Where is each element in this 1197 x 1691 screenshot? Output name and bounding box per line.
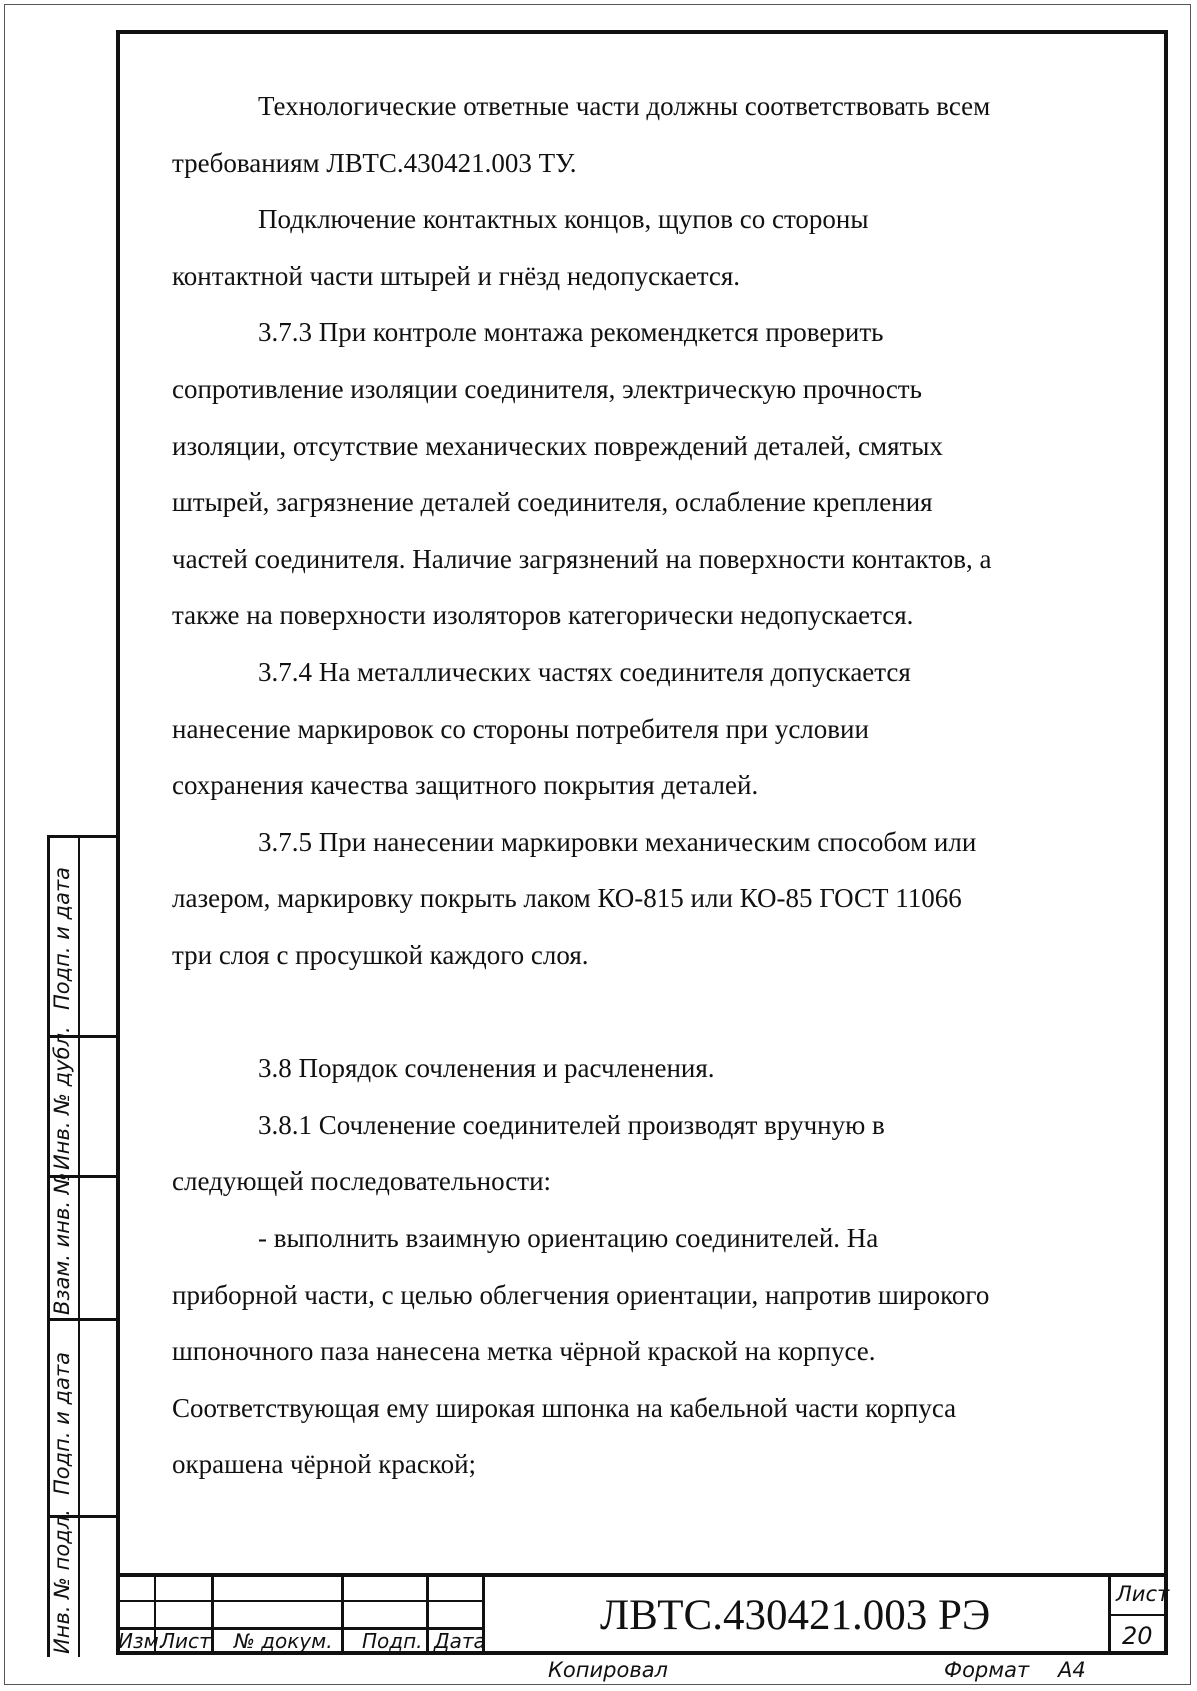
- footer-format-label: Формат: [944, 1658, 1030, 1682]
- title-block-top-border: [116, 1573, 1168, 1577]
- body-line: изоляции, отсутствие механических повреждений деталей, смятых: [172, 431, 943, 461]
- body-line: 3.7.4 На металлических частях соединителя допускается: [258, 657, 911, 687]
- document-code: ЛВТС.430421.003 РЭ: [600, 1592, 991, 1639]
- title-block-col-line: [211, 1573, 214, 1655]
- sheet-cell-divider: [1110, 1614, 1168, 1616]
- side-stamp-label-sign-date-2: Подп. и дата: [50, 1351, 74, 1495]
- body-line: лазером, маркировку покрыть лаком КО-815 или КО-85 ГОСТ 11066: [172, 883, 962, 913]
- body-line: требованиям ЛВТС.430421.003 ТУ.: [172, 148, 577, 178]
- body-line: - выполнить взаимную ориентацию соединителей. На: [258, 1223, 879, 1253]
- body-line: сопротивление изоляции соединителя, электрическую прочность: [172, 374, 922, 404]
- side-stamp-top-border: [47, 835, 119, 838]
- body-line: 3.7.5 При нанесении маркировки механическим способом или: [258, 827, 977, 857]
- side-stamp-label-sign-date-1: Подп. и дата: [50, 866, 74, 1010]
- body-line: Технологические ответные части должны соответствовать всем: [258, 91, 991, 121]
- side-stamp-label-dup-inv: Инв. № дубл.: [50, 1026, 74, 1170]
- body-line: следующей последовательности:: [172, 1166, 552, 1196]
- col-label-sheet: Лист: [160, 1629, 211, 1653]
- side-stamp-label-orig-inv: Инв. № подл.: [50, 1509, 74, 1654]
- body-line: Соответствующая ему широкая шпонка на кабельной части корпуса: [172, 1393, 957, 1423]
- col-label-date: Дата: [434, 1629, 486, 1653]
- title-block-col-line: [341, 1573, 344, 1655]
- body-line: 3.8.1 Сочленение соединителей производят вручную в: [258, 1110, 885, 1140]
- side-stamp-row-line: [47, 1318, 119, 1321]
- footer-format-value: А4: [1058, 1658, 1086, 1682]
- body-line: штырей, загрязнение деталей соединителя, ослабление крепления: [172, 487, 933, 517]
- body-line: нанесение маркировок со стороны потребителя при условии: [172, 714, 869, 744]
- side-stamp-divider: [78, 835, 80, 1657]
- body-line: Подключение контактных концов, щупов со стороны: [258, 204, 869, 234]
- body-line: приборной части, с целью облегчения ориентации, напротив широкого: [172, 1280, 990, 1310]
- footer-copied: Копировал: [548, 1658, 668, 1682]
- body-line: частей соединителя. Наличие загрязнений на поверхности контактов, а: [172, 544, 992, 574]
- body-line: также на поверхности изоляторов категорически недопускается.: [172, 600, 914, 630]
- col-label-signature: Подп.: [362, 1629, 423, 1653]
- sheet-label: Лист: [1116, 1582, 1170, 1606]
- col-label-doc-number: № докум.: [234, 1629, 333, 1653]
- body-line: окрашена чёрной краской;: [172, 1449, 477, 1479]
- col-label-change: Изм.: [118, 1629, 166, 1653]
- title-block-col-line: [1108, 1573, 1111, 1655]
- body-line: сохранения качества защитного покрытия деталей.: [172, 770, 759, 800]
- sheet-number: 20: [1122, 1622, 1153, 1650]
- side-stamp-label-repl-inv: Взам. инв. №: [50, 1172, 74, 1315]
- body-line: три слоя с просушкой каждого слоя.: [172, 940, 589, 970]
- body-line: 3.8 Порядок сочленения и расчленения.: [258, 1053, 715, 1083]
- title-block-col-line: [426, 1573, 429, 1655]
- body-line: контактной части штырей и гнёзд недопускается.: [172, 261, 741, 291]
- body-line: 3.7.3 При контроле монтажа рекомендкется проверить: [258, 317, 884, 347]
- body-line: шпоночного паза нанесена метка чёрной краской на корпусе.: [172, 1336, 876, 1366]
